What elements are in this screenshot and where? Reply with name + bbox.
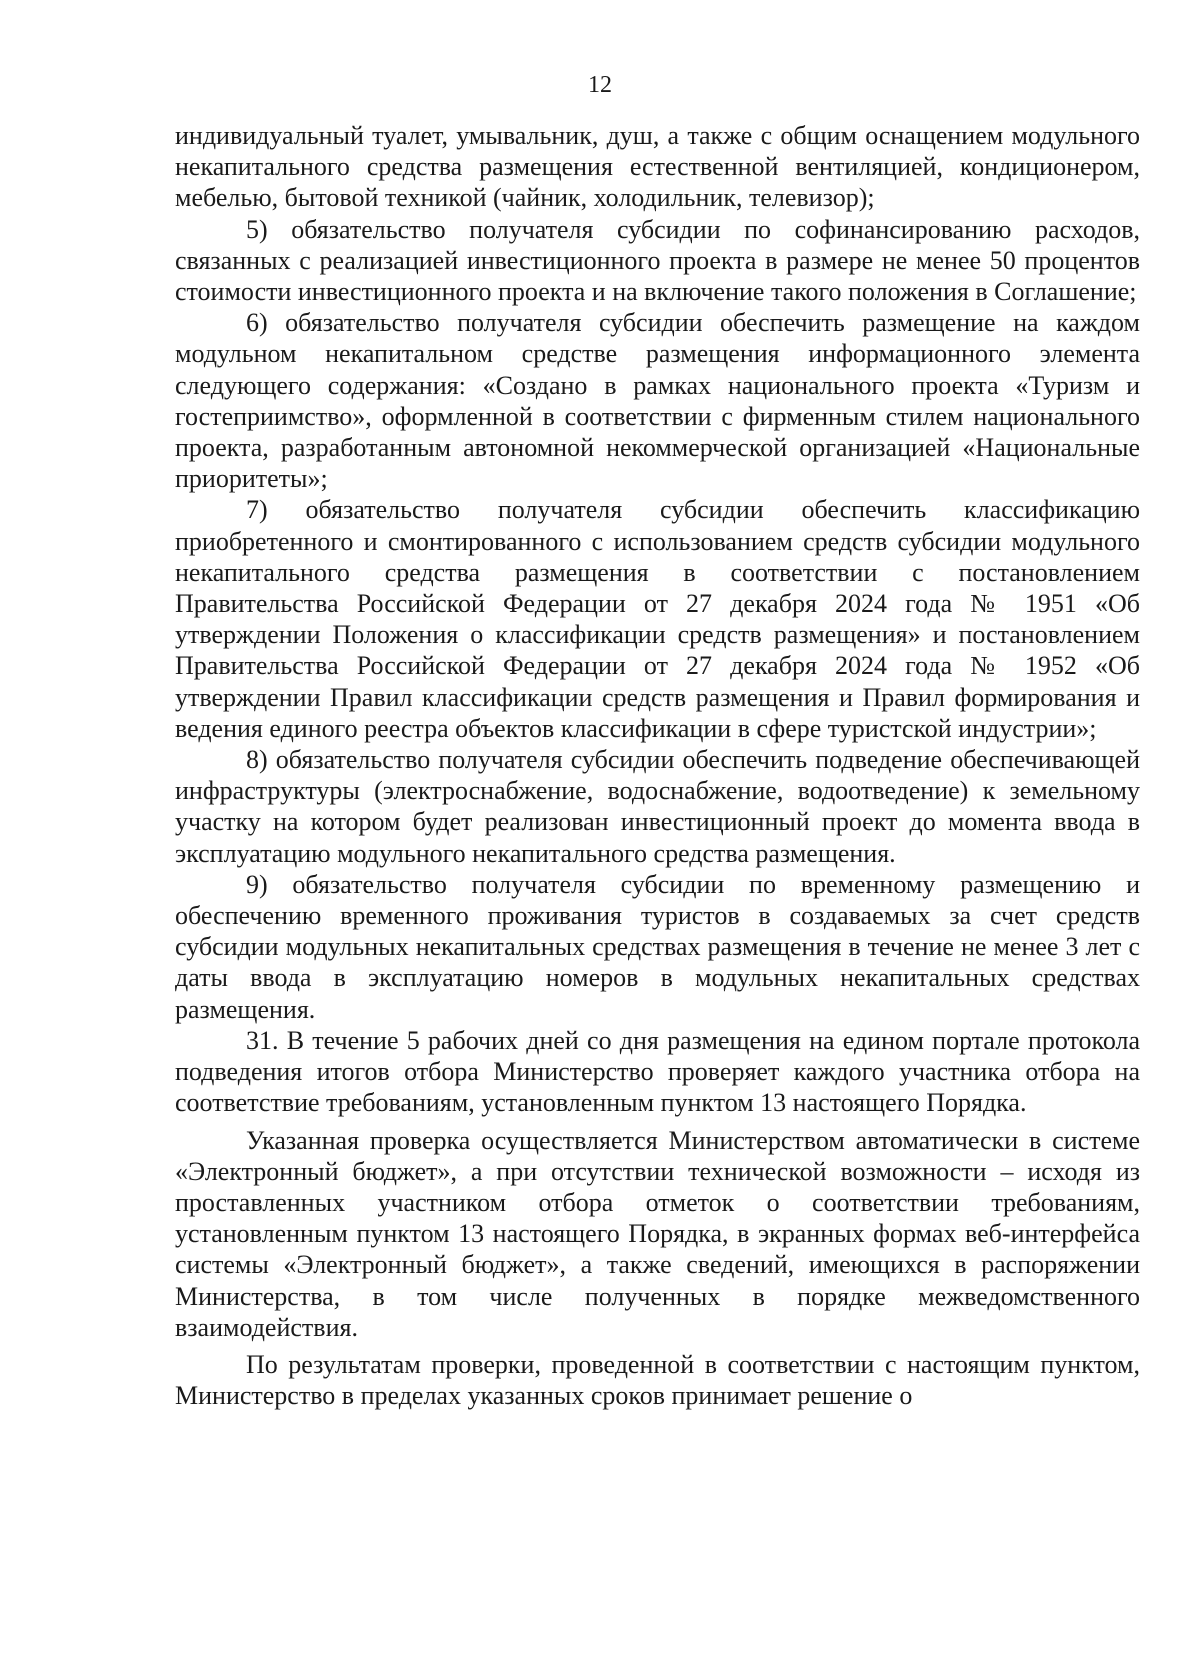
paragraph-item-5: 5) обязательство получателя субсидии по софинансированию расходов, связанных с реализацией инвестиционного проекта в размере не менее 50 процентов стоимости инвестиционного проекта и на включение такого положения в Соглашение; [175, 214, 1140, 307]
paragraph-item-9: 9) обязательство получателя субсидии по временному размещению и обеспечению временного проживания туристов в создаваемых за счет средств субсидии модульных некапитальных средствах размещения в течение не менее 3 лет с даты ввода в эксплуатацию номеров в модульных некапитальных средствах размещения. [175, 869, 1140, 1024]
paragraph-verification: Указанная проверка осуществляется Министерством автоматически в системе «Электронный бюджет», а при отсутствии технической возможности – исходя из проставленных участником отбора отметок о соответствии требованиям, установленным пунктом 13 настоящего Порядка, в экранных формах веб-интерфейса системы «Электронный бюджет», а также сведений, имеющихся в распоряжении Министерства, в том числе полученных в порядке межведомственного взаимодействия. [175, 1125, 1140, 1342]
paragraph-item-8: 8) обязательство получателя субсидии обеспечить подведение обеспечивающей инфраструктуры (электроснабжение, водоснабжение, водоотведение) к земельному участку на котором будет реализован инвестиционный проект до момента ввода в эксплуатацию модульного некапитального средства размещения. [175, 745, 1140, 868]
paragraph-clause-31: 31. В течение 5 рабочих дней со дня размещения на едином портале протокола подведения итогов отбора Министерство проверяет каждого участника отбора на соответствие требованиям, установленным пунктом 13 настоящего Порядка. [175, 1025, 1140, 1118]
paragraph-continuation: индивидуальный туалет, умывальник, душ, а также с общим оснащением модульного некапитального средства размещения естественной вентиляцией, кондиционером, мебелью, бытовой техникой (чайник, холодильник, телевизор); [175, 121, 1140, 213]
page-number: 12 [588, 72, 612, 98]
paragraph-results: По результатам проверки, проведенной в соответствии с настоящим пунктом, Министерство в пределах указанных сроков принимает решение о [175, 1349, 1140, 1411]
paragraph-item-7: 7) обязательство получателя субсидии обеспечить классификацию приобретенного и смонтированного с использованием средств субсидии модульного некапитального средства размещения в соответствии с постановлением Правительства Российской Федерации от 27 декабря 2024 года № 1951 «Об утверждении Положения о классификации средств размещения» и постановлением Правительства Российской Федерации от 27 декабря 2024 года № 1952 «Об утверждении Правил классификации средств размещения и Правил формирования и ведения единого реестра объектов классификации в сфере туристской индустрии»; [175, 495, 1140, 743]
document-body [175, 120, 1140, 1411]
paragraph-item-6: 6) обязательство получателя субсидии обеспечить размещение на каждом модульном некапитальном средстве размещения информационного элемента следующего содержания: «Создано в рамках национального проекта «Туризм и гостеприимство», оформленной в соответствии с фирменным стилем национального проекта, разработанным автономной некоммерческой организацией «Национальные приоритеты»; [175, 308, 1140, 494]
